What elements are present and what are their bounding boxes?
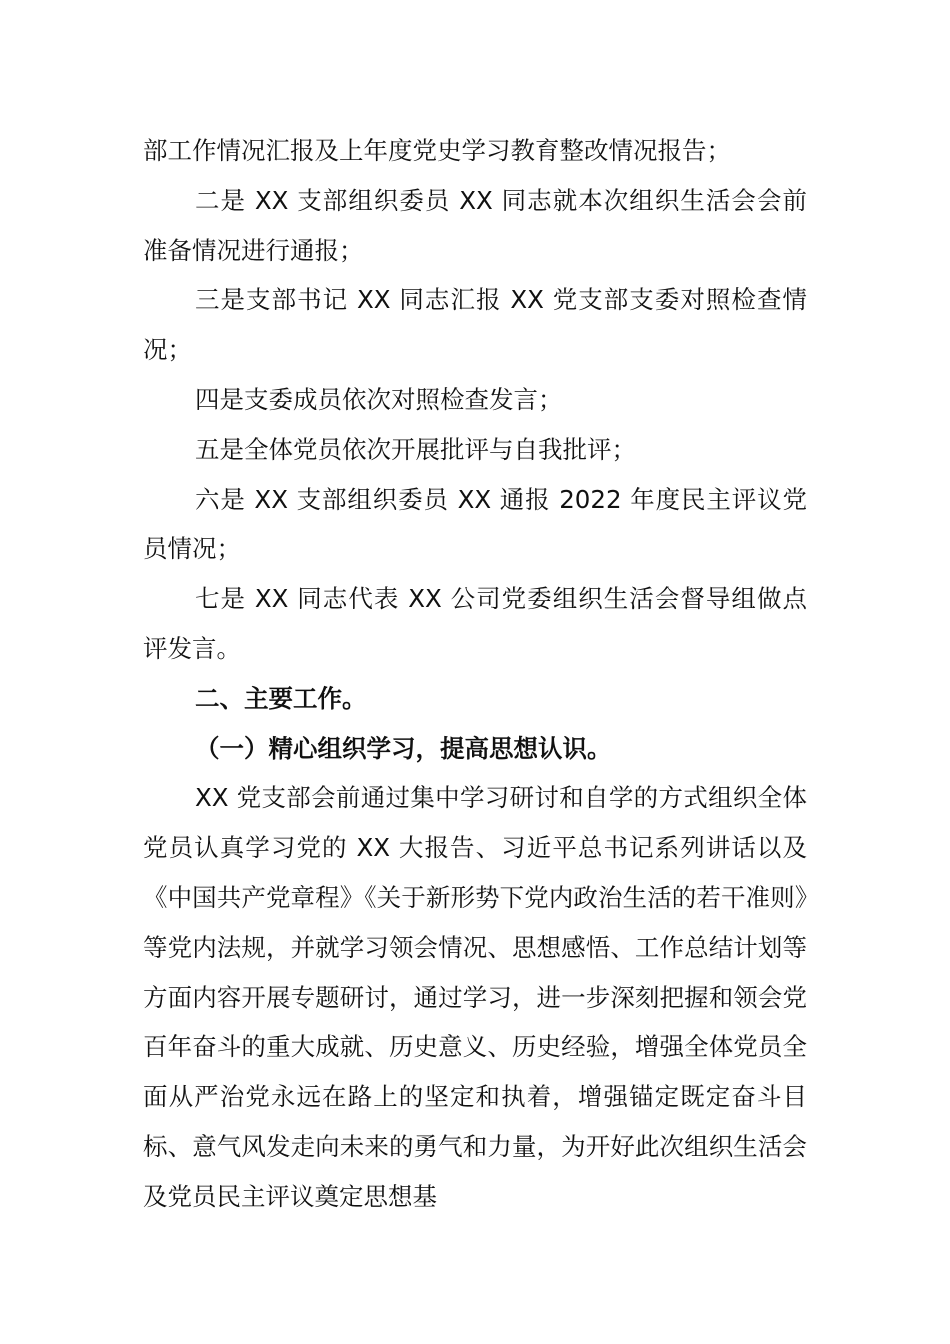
list-item-6: 六是 XX 支部组织委员 XX 通报 2022 年度民主评议党员情况； [143,484,807,564]
body-paragraph: XX 党支部会前通过集中学习研讨和自学的方式组织全体党员认真学习党的 XX 大报告、习近平总书记系列讲话以及《中国共产党章程》《关于新形势下党内政治生活的若干准则》等党内法规，并就学习领会情况、思想感悟、工作总结计划等方面内容开展专题研讨，通过学习，进一步深刻把握和领会党百年奋斗的重大成就、历史意义、历史经验，增强全体党员全面从严治党永远在路上的坚定和执着，增强锚定既定奋斗目标、意气风发走向未来的勇气和力量，为开好此次组织生活会及党员民主评议奠定思想基 [143,783,807,1211]
list-item-3: 三是支部书记 XX 同志汇报 XX 党支部支委对照检查情况； [143,285,807,365]
list-item-7: 七是 XX 同志代表 XX 公司党委组织生活会督导组做点评发言。 [143,584,807,663]
paragraph-continuation: 部工作情况汇报及上年度党史学习教育整改情况报告； [143,136,731,165]
subsection-heading: （一）精心组织学习，提高思想认识。 [195,733,612,763]
section-heading: 二、主要工作。 [195,683,367,713]
list-item-2: 二是 XX 支部组织委员 XX 同志就本次组织生活会会前准备情况进行通报； [143,185,807,265]
document-body [143,126,807,1222]
list-item-5: 五是全体党员依次开展批评与自我批评； [195,434,636,464]
list-item-4: 四是支委成员依次对照检查发言； [195,384,563,414]
